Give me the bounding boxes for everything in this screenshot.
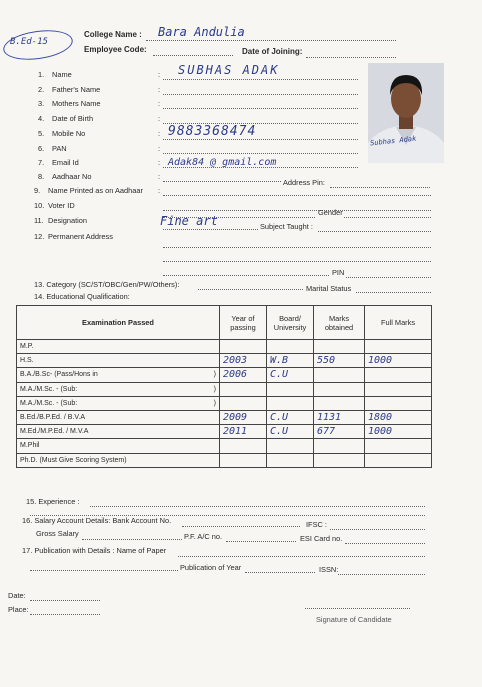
gross-salary-label: Gross Salary [36, 529, 79, 538]
field-num-8: 8. [38, 172, 45, 181]
field-num-11: 11. [34, 216, 44, 225]
education-table [16, 305, 432, 468]
publication-label: 17. Publication with Details : Name of Paper [22, 546, 167, 555]
field-label-dob: Date of Birth [52, 114, 94, 123]
field-num-9: 9. [34, 186, 41, 195]
edu-qual-label: 14. Educational Qualification: [34, 292, 130, 301]
subject-taught-label: Subject Taught : [260, 222, 313, 231]
pin-label: PIN [332, 268, 345, 277]
field-num-4: 4. [38, 114, 45, 123]
col-exam: Examination Passed [17, 306, 220, 340]
field-label-voter: Voter ID [48, 201, 75, 210]
table-row: H.S. 2003 W.B 550 1000 [17, 354, 432, 368]
employee-code-label: Employee Code: [84, 45, 147, 54]
field-num-3: 3. [38, 99, 45, 108]
table-row: M.Ed./M.P.Ed. / M.V.A 2011 C.U 677 1000 [17, 425, 432, 439]
field-value-designation: Fine art [160, 214, 218, 228]
field-value-mobile: 9883368474 [168, 124, 257, 139]
field-label-name: Name [52, 70, 72, 79]
field-num-1: 1. [38, 70, 45, 79]
col-board: Board/ University [267, 306, 314, 340]
field-label-designation: Designation [48, 216, 88, 225]
table-row: Ph.D. (Must Give Scoring System) [17, 453, 432, 467]
college-name-value: Bara Andulia [158, 25, 245, 39]
table-row: M.P. [17, 340, 432, 354]
field-value-email: Adak84 @ gmail.com [168, 157, 277, 168]
gender-label: Gender [318, 208, 343, 217]
field-value-name: SUBHAS ADAK [178, 63, 280, 77]
address-pin-label: Address Pin: [283, 178, 325, 187]
field-label-address: Permanent Address [48, 232, 113, 241]
place-label: Place: [8, 605, 29, 614]
field-num-6: 6. [38, 144, 45, 153]
photo-signature: Subhas Adak [369, 134, 417, 148]
salary-label: 16. Salary Account Details: Bank Account No. [22, 516, 172, 525]
candidate-photo [368, 63, 444, 163]
date-label: Date: [8, 591, 26, 600]
field-label-pan: PAN [52, 144, 67, 153]
field-num-12: 12. [34, 232, 45, 241]
field-label-aadhaar-name: Name Printed as on Aadhaar [48, 186, 143, 195]
col-year: Year of passing [220, 306, 267, 340]
college-name-label: College Name : [84, 30, 142, 39]
ifsc-label: IFSC : [306, 520, 327, 529]
experience-label: 15. Experience : [26, 497, 80, 506]
doj-label: Date of Joining: [242, 47, 303, 56]
col-marks: Marks obtained [314, 306, 365, 340]
stamp-text: B.Ed-15 [10, 37, 48, 47]
table-row: B.Ed./B.P.Ed. / B.V.A 2009 C.U 1131 1800 [17, 410, 432, 424]
pub-year-label: Publication of Year [180, 563, 242, 572]
field-label-email: Email Id [52, 158, 79, 167]
signature-label: Signature of Candidate [316, 615, 392, 624]
field-num-5: 5. [38, 129, 45, 138]
table-row: M.Phil [17, 439, 432, 453]
field-label-aadhaar: Aadhaar No [52, 172, 92, 181]
col-full: Full Marks [365, 306, 432, 340]
table-row: M.A./M.Sc. - (Sub: ) [17, 396, 432, 410]
esi-label: ESI Card no. [300, 534, 343, 543]
field-label-mobile: Mobile No [52, 129, 86, 138]
field-num-2: 2. [38, 85, 45, 94]
field-label-father: Father's Name [52, 85, 101, 94]
category-label: 13. Category (SC/ST/OBC/Gen/PW/Others): [34, 280, 180, 289]
issn-label: ISSN: [319, 565, 339, 574]
table-row: M.A./M.Sc. - (Sub: ) [17, 382, 432, 396]
marital-status-label: Marital Status [306, 284, 352, 293]
pf-label: P.F. A/C no. [184, 532, 223, 541]
field-num-7: 7. [38, 158, 45, 167]
table-row: B.A./B.Sc- (Pass/Hons in ) 2006 C.U [17, 368, 432, 382]
field-num-10: 10. [34, 201, 45, 210]
field-label-mother: Mothers Name [52, 99, 101, 108]
